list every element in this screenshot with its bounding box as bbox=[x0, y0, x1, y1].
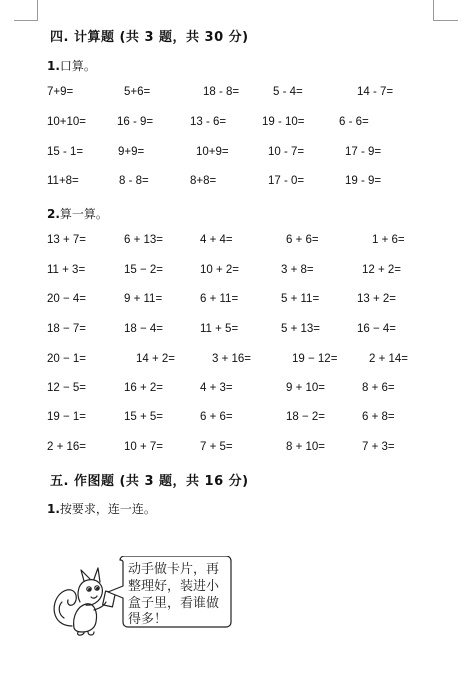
arithmetic-problem: 6 + 13= bbox=[124, 234, 164, 246]
arithmetic-problem: 16 - 9= bbox=[117, 116, 154, 128]
arithmetic-problem: 19 - 10= bbox=[262, 116, 305, 128]
arithmetic-problem: 9 + 10= bbox=[286, 382, 326, 394]
arithmetic-problem: 15 - 1= bbox=[47, 146, 84, 158]
drawing-question-1-number: 1. bbox=[47, 502, 60, 516]
arithmetic-problem: 7 + 5= bbox=[200, 441, 233, 453]
corner-mark-top-left-vertical bbox=[37, 0, 38, 21]
question-2-title bbox=[47, 205, 108, 222]
problem-row bbox=[0, 146, 472, 164]
arithmetic-problem: 4 + 3= bbox=[200, 382, 233, 394]
arithmetic-problem: 14 + 2= bbox=[136, 353, 176, 365]
arithmetic-problem: 19 − 1= bbox=[47, 411, 87, 423]
arithmetic-problem: 6 + 8= bbox=[362, 411, 395, 423]
arithmetic-problem: 16 + 2= bbox=[124, 382, 164, 394]
arithmetic-problem: 10+9= bbox=[196, 146, 229, 158]
drawing-question-1-title bbox=[47, 500, 156, 517]
arithmetic-problem: 6 + 6= bbox=[200, 411, 233, 423]
arithmetic-problem: 11+8= bbox=[47, 175, 79, 187]
arithmetic-problem: 19 − 12= bbox=[292, 353, 338, 365]
problem-row bbox=[0, 441, 472, 459]
question-2-label: 算一算。 bbox=[59, 207, 108, 221]
arithmetic-problem: 2 + 16= bbox=[47, 441, 87, 453]
arithmetic-problem: 5 + 13= bbox=[281, 323, 321, 335]
arithmetic-problem: 9 + 11= bbox=[124, 293, 163, 305]
speech-line-3: 盒子里，看谁做 bbox=[128, 596, 220, 611]
arithmetic-problem: 7+9= bbox=[47, 86, 74, 98]
question-1-label: 口算。 bbox=[59, 59, 96, 73]
arithmetic-problem: 10 + 7= bbox=[124, 441, 164, 453]
arithmetic-problem: 20 − 1= bbox=[47, 353, 87, 365]
arithmetic-problem: 20 − 4= bbox=[47, 293, 87, 305]
arithmetic-problem: 3 + 16= bbox=[212, 353, 252, 365]
problem-row bbox=[0, 86, 472, 104]
arithmetic-problem: 12 − 5= bbox=[47, 382, 87, 394]
arithmetic-problem: 15 + 5= bbox=[124, 411, 164, 423]
arithmetic-problem: 18 − 2= bbox=[286, 411, 326, 423]
section-four-title: 四. 计算题 (共 3 题，共 30 分) bbox=[50, 30, 249, 45]
arithmetic-problem: 2 + 14= bbox=[369, 353, 409, 365]
arithmetic-problem: 9+9= bbox=[118, 146, 145, 158]
arithmetic-problem: 3 + 8= bbox=[281, 264, 314, 276]
problem-row bbox=[0, 382, 472, 400]
arithmetic-problem: 18 − 4= bbox=[124, 323, 164, 335]
question-1-title bbox=[47, 57, 96, 74]
corner-mark-top-left-horizontal bbox=[14, 20, 38, 21]
arithmetic-problem: 10+10= bbox=[47, 116, 87, 128]
arithmetic-problem: 14 - 7= bbox=[357, 86, 394, 98]
problem-row bbox=[0, 116, 472, 134]
speech-line-4: 得多！ bbox=[128, 612, 168, 627]
question-1-number: 1. bbox=[47, 59, 60, 73]
problem-row bbox=[0, 175, 472, 193]
drawing-question-1-label: 按要求，连一连。 bbox=[59, 502, 156, 516]
problem-row bbox=[0, 323, 472, 341]
speech-line-1: 动手做卡片，再 bbox=[128, 562, 220, 577]
arithmetic-problem: 8 + 10= bbox=[286, 441, 326, 453]
arithmetic-problem: 13 - 6= bbox=[190, 116, 227, 128]
arithmetic-problem: 5 + 11= bbox=[281, 293, 320, 305]
arithmetic-problem: 5+6= bbox=[124, 86, 151, 98]
arithmetic-problem: 18 - 8= bbox=[203, 86, 240, 98]
arithmetic-problem: 18 − 7= bbox=[47, 323, 87, 335]
arithmetic-problem: 8+8= bbox=[190, 175, 217, 187]
arithmetic-problem: 16 − 4= bbox=[357, 323, 397, 335]
corner-mark-top-right-vertical bbox=[433, 0, 434, 21]
arithmetic-problem: 6 - 6= bbox=[339, 116, 369, 128]
arithmetic-problem: 1 + 6= bbox=[372, 234, 405, 246]
question-2-number: 2. bbox=[47, 207, 60, 221]
arithmetic-problem: 6 + 6= bbox=[286, 234, 319, 246]
arithmetic-problem: 4 + 4= bbox=[200, 234, 233, 246]
corner-mark-top-right-horizontal bbox=[433, 20, 458, 21]
arithmetic-problem: 17 - 0= bbox=[268, 175, 305, 187]
arithmetic-problem: 13 + 2= bbox=[357, 293, 397, 305]
arithmetic-problem: 5 - 4= bbox=[273, 86, 303, 98]
arithmetic-problem: 11 + 5= bbox=[200, 323, 239, 335]
problem-row bbox=[0, 264, 472, 282]
arithmetic-problem: 13 + 7= bbox=[47, 234, 87, 246]
arithmetic-problem: 15 − 2= bbox=[124, 264, 164, 276]
problem-row bbox=[0, 293, 472, 311]
section-five-title: 五. 作图题 (共 3 题，共 16 分) bbox=[50, 474, 249, 489]
problem-row bbox=[0, 234, 472, 252]
arithmetic-problem: 7 + 3= bbox=[362, 441, 395, 453]
problem-row bbox=[0, 411, 472, 429]
arithmetic-problem: 11 + 3= bbox=[47, 264, 86, 276]
squirrel-cartoon-illustration bbox=[48, 556, 234, 640]
arithmetic-problem: 12 + 2= bbox=[362, 264, 402, 276]
arithmetic-problem: 19 - 9= bbox=[345, 175, 382, 187]
speech-line-2: 整理好，装进小 bbox=[128, 579, 220, 594]
problem-row bbox=[0, 353, 472, 371]
arithmetic-problem: 8 - 8= bbox=[119, 175, 149, 187]
arithmetic-problem: 8 + 6= bbox=[362, 382, 395, 394]
arithmetic-problem: 6 + 11= bbox=[200, 293, 239, 305]
arithmetic-problem: 17 - 9= bbox=[345, 146, 382, 158]
arithmetic-problem: 10 + 2= bbox=[200, 264, 240, 276]
arithmetic-problem: 10 - 7= bbox=[268, 146, 305, 158]
